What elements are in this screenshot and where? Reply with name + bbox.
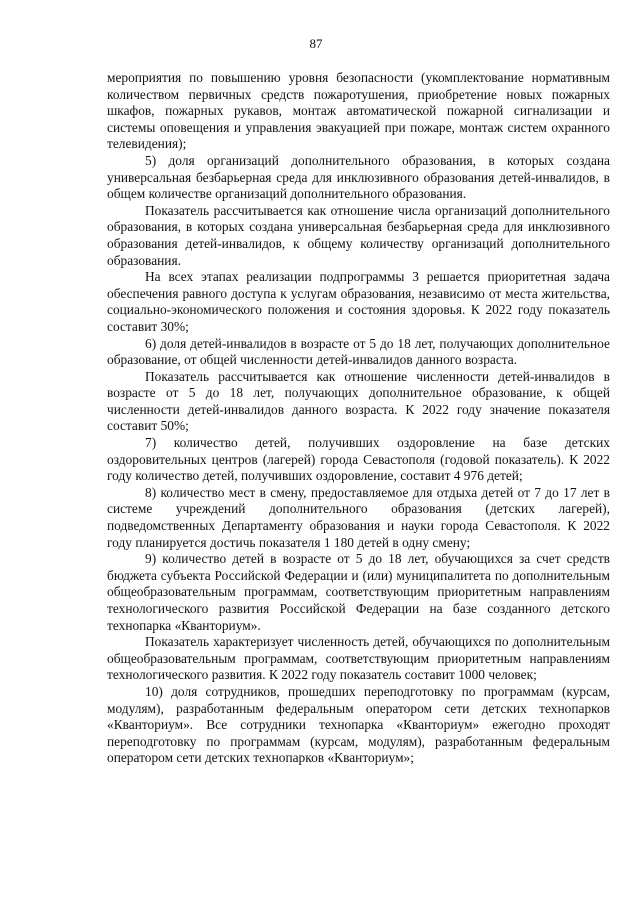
paragraph-indicator-9: 9) количество детей в возрасте от 5 до 18 лет, обучающихся за счет средств бюджета субъекта Российской Федерации и (или) муниципалитета по дополнительным общеобразовательным программам, соответствующим приоритетным направлениям технологического развития Российской Федерации на базе созданного детского технопарка «Кванториум». xyxy=(107,551,610,633)
paragraph-indicator-8: 8) количество мест в смену, предоставляемое для отдыха детей от 7 до 17 лет в системе учреждений дополнительного образования (детских лагерей), подведомственных Департаменту образования и науки города Севастополя. К 2022 году планируется достичь показателя 1 180 детей в одну смену; xyxy=(107,484,610,550)
paragraph-indicator-6-calculation: Показатель рассчитывается как отношение численности детей-инвалидов в возрасте от 5 до 18 лет, получающих дополнительное образование, к общей численности детей-инвалидов данного возраста. К 2022 году значение показателя составит 50%; xyxy=(107,368,610,434)
paragraph-indicator-5-calculation: Показатель рассчитывается как отношение числа организаций дополнительного образования, в которых создана универсальная безбарьерная среда для инклюзивного образования детей-инвалидов, к общему количеству организаций дополнительного образования. xyxy=(107,202,610,268)
paragraph-priority-task: На всех этапах реализации подпрограммы 3 решается приоритетная задача обеспечения равного доступа к услугам образования, независимо от места жительства, социально-экономического положения и состояния здоровья. К 2022 году показатель составит 30%; xyxy=(107,269,610,334)
document-body xyxy=(107,70,610,767)
paragraph-indicator-7: 7) количество детей, получивших оздоровление на базе детских оздоровительных центров (лагерей) города Севастополя (годовой показатель). К 2022 году количество детей, получивших оздоровление, составит 4 976 детей; xyxy=(107,435,610,484)
paragraph-indicator-9-description: Показатель характеризует численность детей, обучающихся по дополнительным общеобразовательным программам, соответствующим приоритетным направлениям технологического развития. К 2022 году показатель составит 1000 человек; xyxy=(107,634,610,683)
paragraph-indicator-10: 10) доля сотрудников, прошедших переподготовку по программам (курсам, модулям), разработанным федеральным оператором сети детских технопарков «Кванториум». Все сотрудники технопарка «Кванториум» ежегодно проходят переподготовку по программам (курсам, модулям), разработанным федеральным оператором сети детских технопарков «Кванториум»; xyxy=(107,683,610,766)
paragraph-indicator-6: 6) доля детей-инвалидов в возрасте от 5 до 18 лет, получающих дополнительное образование, от общей численности детей-инвалидов данного возраста. xyxy=(107,335,610,368)
page-number: 87 xyxy=(309,36,323,51)
paragraph-indicator-5: 5) доля организаций дополнительного образования, в которых создана универсальная безбарьерная среда для инклюзивного образования детей-инвалидов, в общем количестве организаций дополнительного образования. xyxy=(107,152,610,202)
paragraph-safety-measures: мероприятия по повышению уровня безопасности (укомплектование нормативным количеством первичных средств пожаротушения, приобретение новых пожарных шкафов, пожарных рукавов, монтаж автоматической пожарной сигнализации и системы оповещения и управления эвакуацией при пожаре, монтаж систем охранного телевидения); xyxy=(107,70,610,152)
